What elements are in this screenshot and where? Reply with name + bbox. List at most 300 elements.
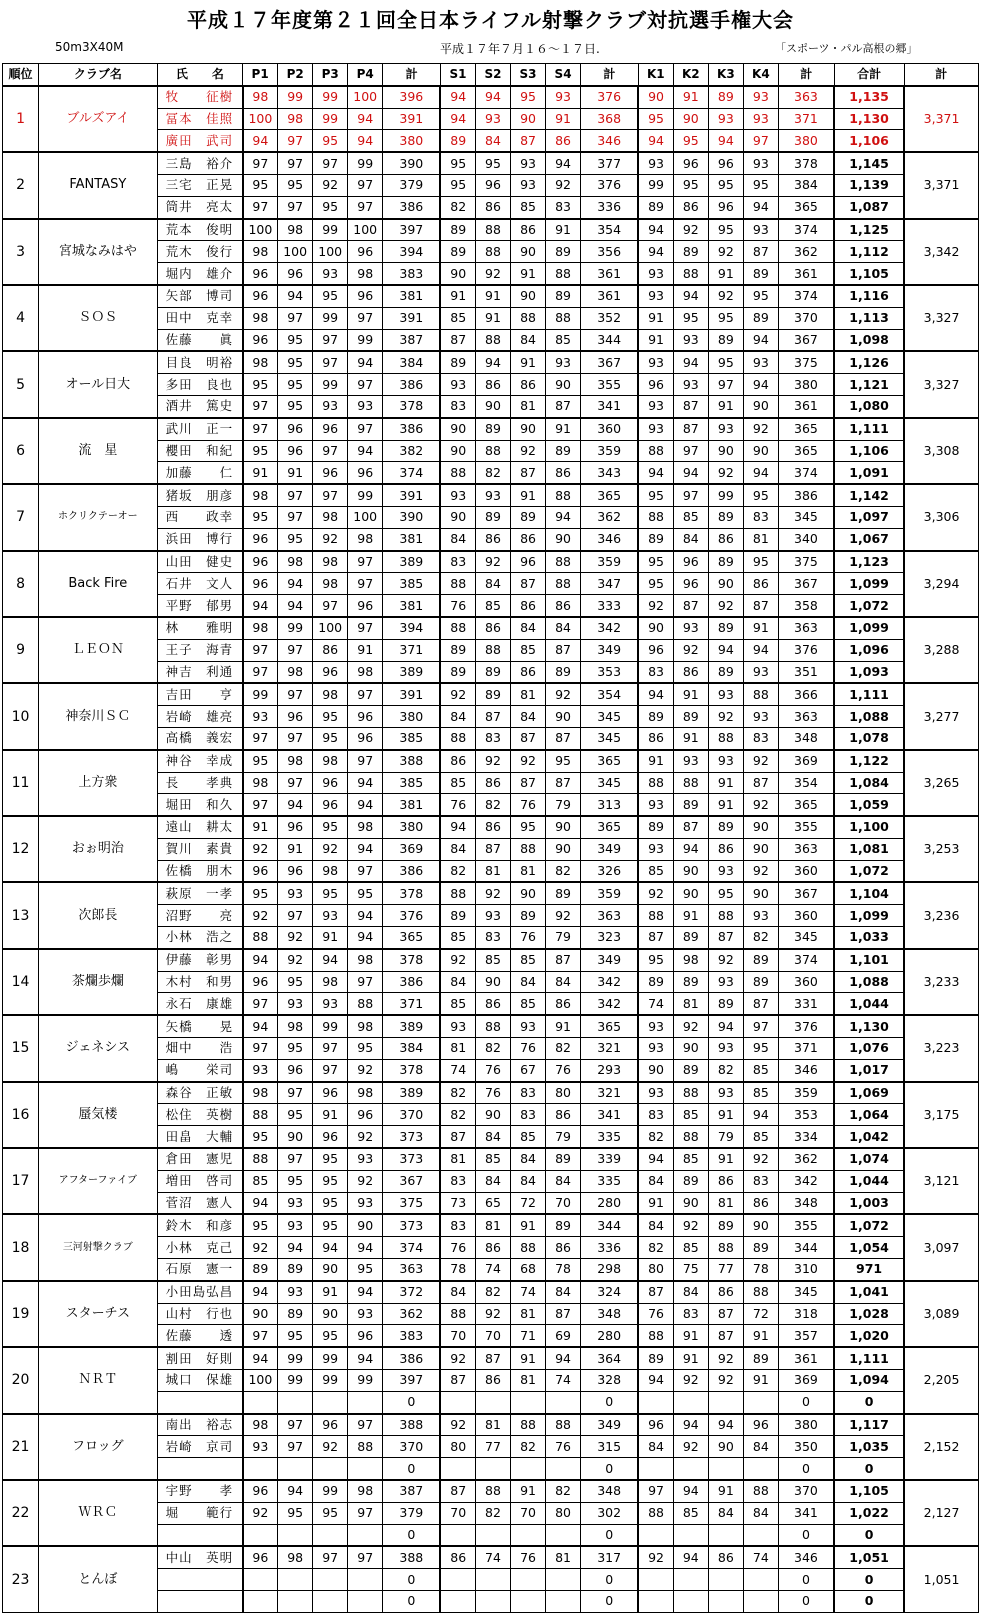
score-cell: 83	[638, 1104, 673, 1126]
score-cell	[475, 1569, 510, 1591]
club-name: ＬＥＯＮ	[39, 617, 158, 683]
score-cell: 91	[313, 1104, 348, 1126]
score-cell: 82	[546, 1038, 581, 1060]
score-cell: 83	[743, 727, 778, 749]
score-cell: 90	[475, 971, 510, 993]
rank-cell: 1	[3, 86, 39, 152]
score-cell: 96	[475, 174, 510, 196]
score-cell: 76	[511, 927, 546, 949]
score-cell: 82	[475, 1502, 510, 1524]
subtotal-cell: 335	[581, 1170, 639, 1192]
club-name: オール日大	[39, 351, 158, 417]
score-cell: 94	[708, 1414, 743, 1436]
score-cell: 95	[278, 1325, 313, 1347]
score-cell: 94	[243, 949, 278, 971]
subtotal-cell: 349	[581, 949, 639, 971]
score-cell: 89	[546, 1148, 581, 1170]
score-cell: 94	[348, 772, 383, 794]
score-cell: 97	[313, 351, 348, 373]
column-header: 計	[778, 64, 834, 86]
subtotal-cell: 0	[778, 1458, 834, 1480]
score-cell: 91	[708, 1480, 743, 1502]
subtotal-cell: 370	[778, 307, 834, 329]
score-cell: 95	[440, 174, 475, 196]
score-cell: 86	[743, 573, 778, 595]
score-cell: 86	[511, 528, 546, 550]
score-cell: 78	[440, 1259, 475, 1281]
subtotal-cell: 370	[383, 1436, 441, 1458]
shooter-name: 田中 克幸	[157, 307, 243, 329]
shooter-total: 1,105	[834, 1480, 904, 1502]
subtotal-cell: 342	[581, 971, 639, 993]
score-cell: 97	[278, 639, 313, 661]
rank-cell: 3	[3, 219, 39, 285]
score-cell: 93	[638, 1015, 673, 1037]
subtotal-cell: 315	[581, 1436, 639, 1458]
subtotal-cell: 331	[778, 993, 834, 1015]
column-header: K4	[743, 64, 778, 86]
score-cell: 84	[546, 617, 581, 639]
score-cell: 91	[743, 1325, 778, 1347]
score-cell: 93	[708, 418, 743, 440]
column-header: K3	[708, 64, 743, 86]
subtotal-cell: 361	[778, 1347, 834, 1369]
score-cell: 94	[348, 351, 383, 373]
score-cell: 82	[475, 794, 510, 816]
score-cell	[673, 1391, 708, 1413]
subtotal-cell: 390	[383, 506, 441, 528]
score-cell: 94	[348, 794, 383, 816]
score-cell: 79	[546, 927, 581, 949]
score-cell: 92	[243, 905, 278, 927]
shooter-total: 0	[834, 1569, 904, 1591]
shooter-total: 1,121	[834, 374, 904, 396]
score-cell	[243, 1524, 278, 1546]
score-cell: 93	[313, 263, 348, 285]
score-cell: 89	[708, 1214, 743, 1236]
score-cell: 100	[348, 219, 383, 241]
score-cell	[673, 1458, 708, 1480]
score-cell	[546, 1524, 581, 1546]
score-cell: 89	[546, 661, 581, 683]
subtotal-cell: 379	[383, 1502, 441, 1524]
score-cell: 89	[743, 949, 778, 971]
shooter-total: 1,135	[834, 86, 904, 108]
shooter-name: 増田 啓司	[157, 1170, 243, 1192]
score-cell: 95	[278, 374, 313, 396]
subtotal-cell: 365	[778, 440, 834, 462]
score-cell: 91	[743, 1370, 778, 1392]
score-cell: 94	[475, 351, 510, 373]
score-cell: 92	[475, 882, 510, 904]
score-cell: 88	[243, 1104, 278, 1126]
score-cell: 92	[348, 1170, 383, 1192]
score-cell	[546, 1590, 581, 1612]
subtotal-cell: 364	[581, 1347, 639, 1369]
score-cell	[708, 1524, 743, 1546]
shooter-total: 1,126	[834, 351, 904, 373]
column-header: P3	[313, 64, 348, 86]
score-cell: 92	[708, 462, 743, 484]
column-header: 計	[581, 64, 639, 86]
score-cell: 87	[511, 462, 546, 484]
subtotal-cell: 363	[581, 905, 639, 927]
score-cell: 95	[546, 750, 581, 772]
score-cell: 92	[673, 1370, 708, 1392]
subtotal-cell: 363	[778, 86, 834, 108]
subtotal-cell: 362	[383, 1303, 441, 1325]
score-cell: 95	[313, 1148, 348, 1170]
score-cell: 87	[440, 1370, 475, 1392]
shooter-total: 1,125	[834, 219, 904, 241]
subtotal-cell: 394	[383, 241, 441, 263]
score-cell: 82	[475, 1038, 510, 1060]
score-cell: 94	[708, 639, 743, 661]
score-cell: 89	[511, 506, 546, 528]
subtotal-cell: 348	[778, 1192, 834, 1214]
score-cell: 76	[546, 1059, 581, 1081]
subtotal-cell: 384	[383, 1038, 441, 1060]
score-cell	[440, 1458, 475, 1480]
column-header: S2	[475, 64, 510, 86]
club-name: 茶爛歩爛	[39, 949, 158, 1015]
score-cell: 91	[475, 285, 510, 307]
score-cell: 97	[278, 152, 313, 174]
score-cell: 85	[475, 595, 510, 617]
score-cell: 86	[475, 374, 510, 396]
score-cell: 91	[673, 1325, 708, 1347]
subtotal-cell: 355	[581, 374, 639, 396]
shooter-total: 1,017	[834, 1059, 904, 1081]
score-cell: 74	[546, 1370, 581, 1392]
score-cell: 95	[638, 573, 673, 595]
shooter-name: 山田 健史	[157, 551, 243, 573]
score-cell: 85	[440, 993, 475, 1015]
club-name: フロッグ	[39, 1414, 158, 1480]
score-cell: 97	[243, 993, 278, 1015]
score-cell: 83	[546, 196, 581, 218]
score-cell: 86	[743, 1192, 778, 1214]
score-cell: 96	[278, 1059, 313, 1081]
shooter-name: 荒木 俊行	[157, 241, 243, 263]
score-cell: 91	[708, 772, 743, 794]
subtotal-cell: 342	[581, 617, 639, 639]
score-cell: 85	[511, 1126, 546, 1148]
subtotal-cell: 382	[383, 440, 441, 462]
subtotal-cell: 378	[383, 395, 441, 417]
score-cell: 84	[511, 1148, 546, 1170]
table-row	[3, 484, 979, 506]
score-cell	[440, 1590, 475, 1612]
score-cell	[511, 1569, 546, 1591]
subtotal-cell: 367	[383, 1170, 441, 1192]
score-cell	[440, 1569, 475, 1591]
shooter-total: 971	[834, 1259, 904, 1281]
score-cell: 97	[278, 506, 313, 528]
score-cell: 97	[348, 573, 383, 595]
score-cell: 90	[638, 617, 673, 639]
score-cell: 84	[638, 1170, 673, 1192]
score-cell: 89	[638, 528, 673, 550]
team-total: 3,089	[904, 1281, 978, 1347]
score-cell: 100	[243, 219, 278, 241]
subtotal-cell: 0	[581, 1458, 639, 1480]
score-cell: 98	[243, 307, 278, 329]
score-cell: 84	[673, 1281, 708, 1303]
score-cell: 100	[348, 506, 383, 528]
score-cell: 94	[546, 1347, 581, 1369]
rank-cell: 9	[3, 617, 39, 683]
score-cell: 86	[313, 639, 348, 661]
score-cell: 87	[440, 329, 475, 351]
score-cell: 92	[743, 794, 778, 816]
column-header: K1	[638, 64, 673, 86]
score-cell: 92	[440, 683, 475, 705]
club-name: ＷＲＣ	[39, 1480, 158, 1546]
score-cell	[743, 1590, 778, 1612]
shooter-name: 王子 海青	[157, 639, 243, 661]
score-cell: 94	[278, 1480, 313, 1502]
table-row	[3, 86, 979, 108]
score-cell: 89	[708, 551, 743, 573]
score-cell	[313, 1458, 348, 1480]
score-cell: 95	[243, 506, 278, 528]
score-cell: 85	[546, 329, 581, 351]
shooter-name: 筒井 亮太	[157, 196, 243, 218]
score-cell: 92	[673, 1214, 708, 1236]
score-cell: 94	[278, 1237, 313, 1259]
shooter-name: 浜田 博行	[157, 528, 243, 550]
subtotal-cell: 367	[778, 573, 834, 595]
score-cell: 87	[743, 595, 778, 617]
score-cell: 76	[638, 1303, 673, 1325]
score-cell: 89	[511, 905, 546, 927]
score-cell: 86	[440, 1546, 475, 1568]
subtotal-cell: 376	[383, 905, 441, 927]
shooter-total: 1,111	[834, 1347, 904, 1369]
score-cell: 88	[708, 905, 743, 927]
subtotal-cell: 349	[581, 639, 639, 661]
club-name: 流 星	[39, 418, 158, 484]
score-cell: 82	[546, 1480, 581, 1502]
score-cell: 94	[743, 374, 778, 396]
subtotal-cell: 335	[581, 1126, 639, 1148]
score-cell: 92	[475, 750, 510, 772]
subtotal-cell: 310	[778, 1259, 834, 1281]
subtotal-cell: 376	[778, 639, 834, 661]
score-cell: 95	[348, 1259, 383, 1281]
score-cell: 96	[243, 573, 278, 595]
team-total: 3,294	[904, 551, 978, 617]
club-name: Back Fire	[39, 551, 158, 617]
club-name: ホクリクテーオー	[39, 484, 158, 550]
score-cell: 93	[440, 1015, 475, 1037]
score-cell: 82	[440, 1104, 475, 1126]
score-cell: 86	[475, 1370, 510, 1392]
shooter-total: 1,081	[834, 838, 904, 860]
subtotal-cell: 365	[383, 927, 441, 949]
shooter-total: 1,123	[834, 551, 904, 573]
score-cell: 96	[243, 1546, 278, 1568]
score-cell: 92	[743, 750, 778, 772]
rank-cell: 10	[3, 683, 39, 749]
score-cell: 97	[743, 130, 778, 152]
shooter-name: 神吉 利通	[157, 661, 243, 683]
column-header: S4	[546, 64, 581, 86]
score-cell: 76	[440, 1237, 475, 1259]
score-cell: 97	[313, 1059, 348, 1081]
subtotal-cell: 280	[581, 1325, 639, 1347]
shooter-name: 猪坂 朋彦	[157, 484, 243, 506]
score-cell: 84	[511, 617, 546, 639]
score-cell: 89	[278, 1303, 313, 1325]
subtotal-cell: 378	[383, 949, 441, 971]
shooter-total: 0	[834, 1391, 904, 1413]
score-cell: 89	[708, 816, 743, 838]
score-cell: 84	[440, 706, 475, 728]
score-cell: 89	[673, 241, 708, 263]
score-cell: 97	[243, 152, 278, 174]
score-cell	[511, 1524, 546, 1546]
score-cell: 90	[313, 1303, 348, 1325]
club-name: 上方衆	[39, 750, 158, 816]
club-name: 神奈川ＳＣ	[39, 683, 158, 749]
subtotal-cell: 378	[383, 882, 441, 904]
score-cell: 96	[243, 285, 278, 307]
score-cell: 96	[313, 661, 348, 683]
score-cell: 94	[708, 130, 743, 152]
score-cell: 90	[673, 1192, 708, 1214]
score-cell: 92	[313, 1436, 348, 1458]
shooter-total: 1,098	[834, 329, 904, 351]
score-cell: 96	[348, 1104, 383, 1126]
shooter-name: 佐藤 透	[157, 1325, 243, 1347]
shooter-total: 1,117	[834, 1414, 904, 1436]
score-cell: 87	[440, 1126, 475, 1148]
score-cell: 95	[278, 528, 313, 550]
shooter-total: 1,094	[834, 1370, 904, 1392]
score-cell: 77	[475, 1436, 510, 1458]
score-cell: 86	[673, 661, 708, 683]
subtotal-cell: 380	[778, 1414, 834, 1436]
score-cell: 97	[278, 1436, 313, 1458]
score-cell: 84	[511, 329, 546, 351]
shooter-name	[157, 1458, 243, 1480]
score-cell: 95	[313, 816, 348, 838]
score-cell: 96	[708, 152, 743, 174]
score-cell: 89	[708, 993, 743, 1015]
score-cell: 95	[313, 130, 348, 152]
score-cell: 92	[546, 905, 581, 927]
subtotal-cell: 373	[383, 1126, 441, 1148]
score-cell: 65	[475, 1192, 510, 1214]
shooter-total: 1,111	[834, 418, 904, 440]
score-cell: 81	[546, 1546, 581, 1568]
score-cell: 84	[440, 838, 475, 860]
score-cell: 86	[708, 838, 743, 860]
score-cell: 93	[440, 484, 475, 506]
score-cell: 94	[243, 1192, 278, 1214]
rank-cell: 11	[3, 750, 39, 816]
score-cell: 90	[511, 285, 546, 307]
score-cell: 91	[313, 1281, 348, 1303]
column-header: S1	[440, 64, 475, 86]
score-cell: 100	[243, 108, 278, 130]
score-cell: 89	[638, 196, 673, 218]
score-cell: 91	[673, 86, 708, 108]
score-cell: 90	[743, 1214, 778, 1236]
score-cell: 96	[348, 595, 383, 617]
score-cell	[511, 1458, 546, 1480]
score-cell: 94	[348, 1347, 383, 1369]
score-cell: 94	[673, 462, 708, 484]
score-cell: 93	[638, 351, 673, 373]
score-cell: 96	[348, 241, 383, 263]
score-cell: 94	[278, 285, 313, 307]
score-cell: 91	[673, 683, 708, 705]
shooter-name: 中山 英明	[157, 1546, 243, 1568]
score-cell: 97	[243, 727, 278, 749]
score-cell: 98	[673, 949, 708, 971]
score-cell: 75	[673, 1259, 708, 1281]
score-cell: 94	[638, 1370, 673, 1392]
score-cell: 90	[348, 1214, 383, 1236]
subtotal-cell: 360	[778, 971, 834, 993]
score-cell: 97	[348, 418, 383, 440]
score-cell: 92	[348, 1059, 383, 1081]
score-cell: 82	[546, 860, 581, 882]
score-cell: 92	[708, 1347, 743, 1369]
score-cell: 94	[673, 1480, 708, 1502]
score-cell: 67	[511, 1059, 546, 1081]
score-cell: 90	[743, 816, 778, 838]
score-cell: 93	[511, 1015, 546, 1037]
shooter-total: 1,084	[834, 772, 904, 794]
column-header: P1	[243, 64, 278, 86]
score-cell: 91	[243, 816, 278, 838]
score-cell: 97	[243, 418, 278, 440]
table-row	[3, 1214, 979, 1236]
score-cell: 88	[673, 1082, 708, 1104]
score-cell: 97	[313, 484, 348, 506]
score-cell: 87	[546, 639, 581, 661]
score-cell: 94	[638, 683, 673, 705]
score-cell: 95	[348, 882, 383, 904]
table-row	[3, 1082, 979, 1104]
shooter-name: 小林 浩之	[157, 927, 243, 949]
shooter-name: 高橋 義宏	[157, 727, 243, 749]
score-cell: 99	[348, 329, 383, 351]
score-cell: 84	[511, 706, 546, 728]
score-cell: 93	[348, 1192, 383, 1214]
shooter-total: 1,044	[834, 1170, 904, 1192]
subtotal-cell: 317	[581, 1546, 639, 1568]
score-cell: 94	[743, 196, 778, 218]
score-cell: 90	[708, 573, 743, 595]
score-cell: 87	[546, 727, 581, 749]
score-cell: 92	[743, 418, 778, 440]
score-cell: 79	[546, 1126, 581, 1148]
rank-cell: 4	[3, 285, 39, 351]
score-cell: 93	[743, 351, 778, 373]
subtotal-cell: 0	[581, 1524, 639, 1546]
team-total: 3,306	[904, 484, 978, 550]
score-cell: 87	[546, 772, 581, 794]
score-cell: 91	[673, 905, 708, 927]
score-cell: 92	[708, 241, 743, 263]
score-cell: 86	[708, 1281, 743, 1303]
subtotal-cell: 346	[581, 528, 639, 550]
